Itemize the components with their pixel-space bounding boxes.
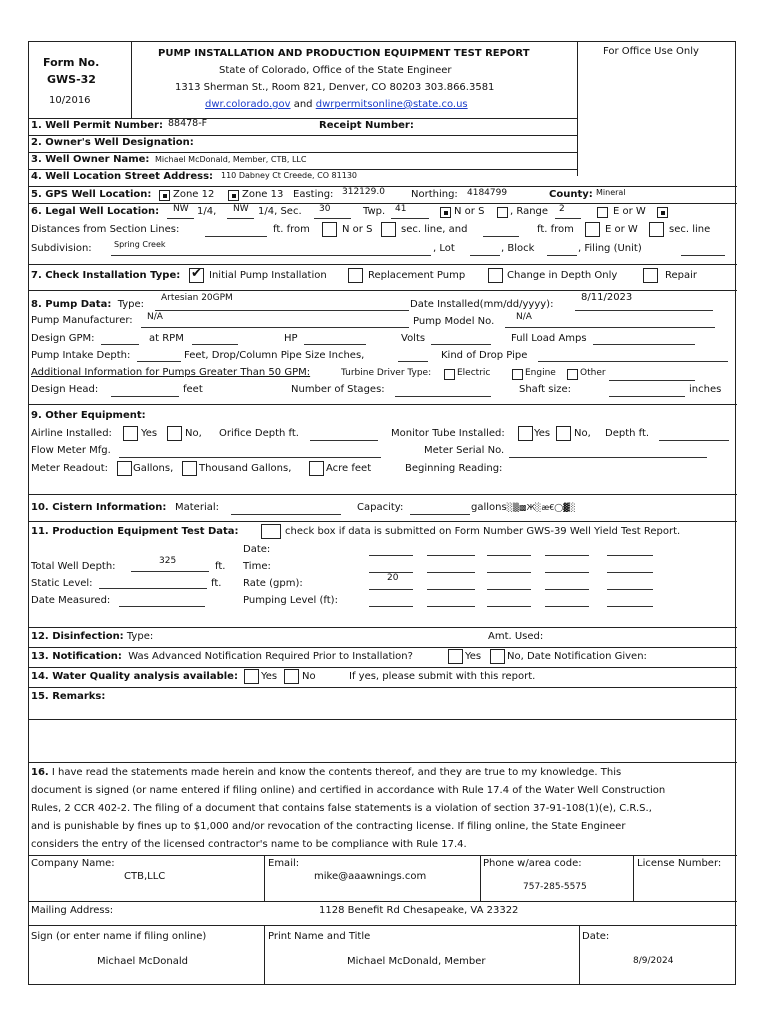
northing-label: Northing: [411,189,458,200]
rule [555,218,581,219]
northing-value[interactable]: 4184799 [467,188,508,198]
rule [607,589,653,590]
initial-install-label: Initial Pump Installation [209,270,327,281]
sec-line-checkbox[interactable] [381,222,396,237]
quarter1-value[interactable]: NW [173,204,189,214]
pump-data-line [31,299,144,310]
gws39-checkbox[interactable] [261,524,281,539]
s10-label: 10. Cistern Information: [31,502,167,513]
email-label: Email: [268,858,300,869]
water-quality-no-label: No [302,671,316,682]
township-label: Twp. [363,206,386,217]
rule [369,572,413,573]
receipt-number-label: Receipt Number: [319,120,414,131]
s16-number: 16. [31,767,49,778]
water-quality-yes-label: Yes [261,671,278,682]
s7-label: 7. Check Installation Type: [31,270,181,281]
rule [167,218,194,219]
disinfection-type-label: Type: [126,631,154,642]
and-text: and [293,99,313,110]
rule [545,606,589,607]
n-or-s-label: N or S [454,206,485,217]
total-depth-value[interactable]: 325 [159,556,177,566]
filing-label: , Filing (Unit) [578,243,642,254]
shaft-size-label: Shaft size: [519,384,572,395]
design-head-label: Design Head: [31,384,99,395]
rule [509,457,707,458]
inches-label: inches [689,384,722,395]
header-divider-right [577,42,578,176]
rule [29,264,737,265]
rule [607,606,653,607]
thousand-gallons-label: Thousand Gallons, [199,463,292,474]
engine-checkbox[interactable] [512,369,523,380]
rule [538,361,728,362]
print-name-label: Print Name and Title [268,931,371,942]
s15-label: 15. Remarks: [31,691,106,702]
electric-label: Electric [457,368,491,378]
meter-readout-label: Meter Readout: [31,463,109,474]
rpm-label: at RPM [149,333,184,344]
rule [487,606,531,607]
water-quality-note: If yes, please submit with this report. [349,671,536,682]
date-installed-value[interactable]: 8/11/2023 [581,292,633,303]
rule [593,344,695,345]
pump-installation-form [28,41,736,985]
notification-question: Was Advanced Notification Required Prior to Installation? [128,651,413,662]
phone-label: Phone w/area code: [483,858,582,869]
material-label: Material: [175,502,219,513]
sign-date-label: Date: [582,931,610,942]
meter-serial-label: Meter Serial No. [424,445,505,456]
acre-feet-label: Acre feet [326,463,372,474]
certification-line-4: and is punishable by fines up to $1,000 and/or revocation of the contracting license. If filing online, the State Engineer [31,821,626,832]
zone13-label: Zone 13 [242,189,284,200]
rule [29,203,737,204]
rule [369,589,413,590]
amt-used-label: Amt. Used: [488,631,544,642]
certification-line-1 [31,767,621,778]
s1-label: 1. Well Permit Number: [31,120,163,131]
website-link[interactable]: dwr.colorado.gov [205,99,291,110]
ns-line-label: N or S [342,224,373,235]
thousand-gallons-checkbox[interactable] [182,461,197,476]
capacity-label: Capacity: [357,502,404,513]
rule [29,719,737,720]
airline-no-checkbox[interactable] [167,426,182,441]
e-or-w-label: E or W [613,206,646,217]
range-value[interactable]: 2 [559,204,565,214]
rule [29,901,737,902]
gallons-checkbox[interactable] [117,461,132,476]
rule [29,925,737,926]
email-value[interactable]: mike@aaawnings.com [314,871,427,882]
email-link[interactable]: dwrpermitsonline@state.co.us [315,99,468,110]
ew2-label: E or W [605,224,638,235]
s9-label: 9. Other Equipment: [31,410,146,421]
change-depth-checkbox[interactable] [488,268,503,283]
rule [427,589,475,590]
certification-line-3: Rules, 2 CCR 402-2. The filing of a document that contains false statements is a violation of section 37-91-108(1)(e), C.R.S., [31,803,652,814]
rule [575,310,713,311]
range-checkbox[interactable] [497,207,508,218]
date-installed-label: Date Installed(mm/dd/yyyy): [410,299,554,310]
easting-label: Easting: [293,189,334,200]
rule [29,855,737,856]
zone12-label: Zone 12 [173,189,215,200]
rule [99,588,207,589]
monitor-no-checkbox[interactable] [556,426,571,441]
pump-type-label: Type: [117,299,145,310]
pump-type-value[interactable]: Artesian 20GPM [161,293,233,303]
rule [205,236,267,237]
test-rate-label: Rate (gpm): [243,578,303,589]
rule [545,589,589,590]
company-name-label: Company Name: [31,858,115,869]
total-depth-label: Total Well Depth: [31,561,116,572]
design-gpm-label: Design GPM: [31,333,95,344]
rule [470,255,500,256]
kind-drop-pipe-label: Kind of Drop Pipe [441,350,528,361]
subdivision-value[interactable]: Spring Creek [114,240,166,249]
sec-line-and-label: sec. line, and [401,224,468,235]
s4-label: 4. Well Location Street Address: [31,171,214,182]
s13-line [31,651,413,662]
monitor-no-label: No, [574,428,591,439]
rule [29,118,577,119]
s14-label: 14. Water Quality analysis available: [31,671,238,682]
s13-label: 13. Notification: [31,651,122,662]
range-label: , Range [510,206,549,217]
license-number-label: License Number: [637,858,722,869]
rule [29,404,737,405]
rule [111,255,431,256]
rule [369,555,413,556]
hp-label: HP [284,333,298,344]
rule [427,606,475,607]
airline-no-label: No, [185,428,202,439]
rate-value[interactable]: 20 [387,573,399,583]
ns-line-checkbox[interactable] [322,222,337,237]
s12-line [31,631,153,642]
rule [391,218,429,219]
quarter2-suffix: 1/4, Sec. [258,206,302,217]
notification-yes-checkbox[interactable] [448,649,463,664]
volts-label: Volts [401,333,426,344]
rule [101,344,139,345]
rule [398,361,428,362]
rule [231,514,341,515]
monitor-tube-label: Monitor Tube Installed: [391,428,505,439]
rule [29,169,577,170]
rule [137,361,181,362]
rule [547,255,577,256]
rule [227,218,254,219]
zone13-checkbox[interactable] [228,190,239,201]
county-value[interactable]: Mineral [596,188,626,197]
rule [609,380,695,381]
static-level-ft: ft. [211,578,222,589]
rule [314,218,351,219]
pumping-level-label: Pumping Level (ft): [243,595,338,606]
certification-text-1: I have read the statements made herein and know the contents thereof, and they are true to my knowledge. This [51,767,622,778]
test-date-label: Date: [243,544,271,555]
notification-no-checkbox[interactable] [490,649,505,664]
township-value[interactable]: 41 [395,204,407,214]
feet-label: feet [183,384,203,395]
rule [487,572,531,573]
rule [427,555,475,556]
rule [141,327,409,328]
sec-line-label: sec. line [669,224,711,235]
rule [487,555,531,556]
rule [369,606,413,607]
block-label: , Block [501,243,535,254]
print-name-value[interactable]: Michael McDonald, Member [347,956,486,967]
initial-install-checkbox[interactable]: ✔ [189,268,204,283]
stages-label: Number of Stages: [291,384,385,395]
s8-label: 8. Pump Data: [31,299,112,310]
west-checkbox[interactable] [657,207,668,218]
replacement-checkbox[interactable] [348,268,363,283]
rule [607,572,653,573]
phone-value[interactable]: 757-285-5575 [523,882,587,892]
rule [427,572,475,573]
county-label: County: [549,189,593,200]
rule [264,925,265,984]
office-use-label: For Office Use Only [603,46,699,57]
section-value[interactable]: 30 [319,204,331,214]
easting-value[interactable]: 312129.0 [342,187,385,197]
notification-no-label: No, Date Notification Given: [507,651,647,662]
notification-yes-label: Yes [465,651,482,662]
east-checkbox[interactable] [597,207,608,218]
rule [29,494,737,495]
rule [633,855,634,901]
manufacturer-value[interactable]: N/A [147,312,163,322]
rule [480,855,481,901]
airline-yes-checkbox[interactable] [123,426,138,441]
monitor-yes-label: Yes [534,428,551,439]
orifice-depth-label: Orifice Depth ft. [219,428,299,439]
rule [264,855,265,901]
gallons-label: Gallons, [133,463,174,474]
s6-label: 6. Legal Well Location: [31,206,160,217]
rule [155,310,409,311]
rule [29,762,737,763]
rule [29,152,577,153]
cistern-gallons-label [471,502,576,513]
monitor-yes-checkbox[interactable] [518,426,533,441]
well-permit-number[interactable]: 88478-F [168,118,208,129]
rule [681,255,725,256]
rule [192,344,238,345]
gallons-text: gallons [471,502,507,513]
north-south-checkbox[interactable] [440,207,451,218]
rule [607,555,653,556]
rule [395,396,491,397]
total-depth-ft: ft. [215,561,226,572]
form-no: GWS-32 [47,73,96,86]
rule [310,440,378,441]
well-owner-name[interactable]: Michael McDonald, Member, CTB, LLC [155,155,307,164]
s11-label: 11. Production Equipment Test Data: [31,526,239,537]
ew2-checkbox-1[interactable] [585,222,600,237]
acre-feet-checkbox[interactable] [309,461,324,476]
lot-label: , Lot [433,243,455,254]
rule [29,667,737,668]
rule [29,647,737,648]
turbine-label: Turbine Driver Type: [341,368,432,378]
rule [119,457,381,458]
s3-label: 3. Well Owner Name: [31,154,150,165]
rule [505,327,715,328]
repair-label: Repair [665,270,698,281]
agency-address: 1313 Sherman St., Room 821, Denver, CO 80203 303.866.3581 [175,82,495,93]
header-divider-left [131,42,132,118]
certification-line-2: document is signed (or name entered if filing online) and certified in accordance with Rule 17.4 of the Water Well Construction [31,785,666,796]
sign-date-value[interactable]: 8/9/2024 [633,956,674,966]
certification-line-5: considers the entry of the licensed contractor's name to be compliance with Rule 17.4. [31,839,467,850]
mailing-address-value[interactable]: 1128 Benefit Rd Chesapeake, VA 23322 [319,905,519,916]
rule [29,135,577,136]
rule [431,344,491,345]
replacement-label: Replacement Pump [368,270,466,281]
engine-label: Engine [525,368,556,378]
date-measured-label: Date Measured: [31,595,111,606]
rule [487,589,531,590]
form-date: 10/2016 [49,95,91,106]
model-value[interactable]: N/A [516,312,532,322]
zone12-checkbox[interactable] [159,190,170,201]
rule [29,290,737,291]
s5-label: 5. GPS Well Location: [31,189,152,200]
rule [29,521,737,522]
company-name-value[interactable]: CTB,LLC [124,871,166,882]
garbled-text: ░▒▩Ж░æ€◯▓░ [506,503,576,512]
rule [609,396,685,397]
rule [29,687,737,688]
airline-yes-label: Yes [141,428,158,439]
flow-meter-label: Flow Meter Mfg. [31,445,111,456]
change-depth-label: Change in Depth Only [507,270,618,281]
rule [410,514,470,515]
s2-label: 2. Owner's Well Designation: [31,137,194,148]
street-address[interactable]: 110 Dabney Ct Creede, CO 81130 [221,171,357,180]
form-title: PUMP INSTALLATION AND PRODUCTION EQUIPMENT TEST REPORT [158,48,530,59]
airline-label: Airline Installed: [31,428,112,439]
rule [29,627,737,628]
quarter2-value[interactable]: NW [233,204,249,214]
other-checkbox[interactable] [567,369,578,380]
rule [131,571,209,572]
rule [119,606,205,607]
electric-checkbox[interactable] [444,369,455,380]
ft-from-label: ft. from [273,224,310,235]
distances-label: Distances from Section Lines: [31,224,180,235]
agency: State of Colorado, Office of the State Engineer [219,65,452,76]
additional-info-label: Additional Information for Pumps Greater Than 50 GPM: [31,367,311,378]
signature-value[interactable]: Michael McDonald [97,956,189,967]
gws39-check-text: check box if data is submitted on Form Number GWS-39 Well Yield Test Report. [285,526,681,537]
repair-checkbox[interactable] [643,268,658,283]
intake-depth-label: Pump Intake Depth: [31,350,131,361]
rule [545,555,589,556]
test-time-label: Time: [243,561,271,572]
full-load-amps-label: Full Load Amps [511,333,587,344]
sign-label: Sign (or enter name if filing online) [31,931,207,942]
model-label: Pump Model No. [413,316,495,327]
ew2-checkbox-2[interactable] [649,222,664,237]
drop-pipe-size-label: Feet, Drop/Column Pipe Size Inches, [184,350,365,361]
form-no-label: Form No. [43,56,100,69]
rule [304,344,366,345]
monitor-depth-label: Depth ft. [605,428,650,439]
water-quality-no-checkbox[interactable] [284,669,299,684]
subdivision-label: Subdivision: [31,243,92,254]
quarter1-suffix: 1/4, [197,206,217,217]
static-level-label: Static Level: [31,578,93,589]
rule [111,396,179,397]
mailing-address-label: Mailing Address: [31,905,114,916]
manufacturer-label: Pump Manufacturer: [31,315,133,326]
water-quality-yes-checkbox[interactable] [244,669,259,684]
beginning-reading-label: Beginning Reading: [405,463,503,474]
s12-label: 12. Disinfection: [31,631,124,642]
contact-links [205,99,468,110]
rule [545,572,589,573]
rule [483,236,519,237]
other-label: Other [580,368,606,378]
ft-from2-label: ft. from [537,224,574,235]
rule [659,440,729,441]
rule [579,925,580,984]
